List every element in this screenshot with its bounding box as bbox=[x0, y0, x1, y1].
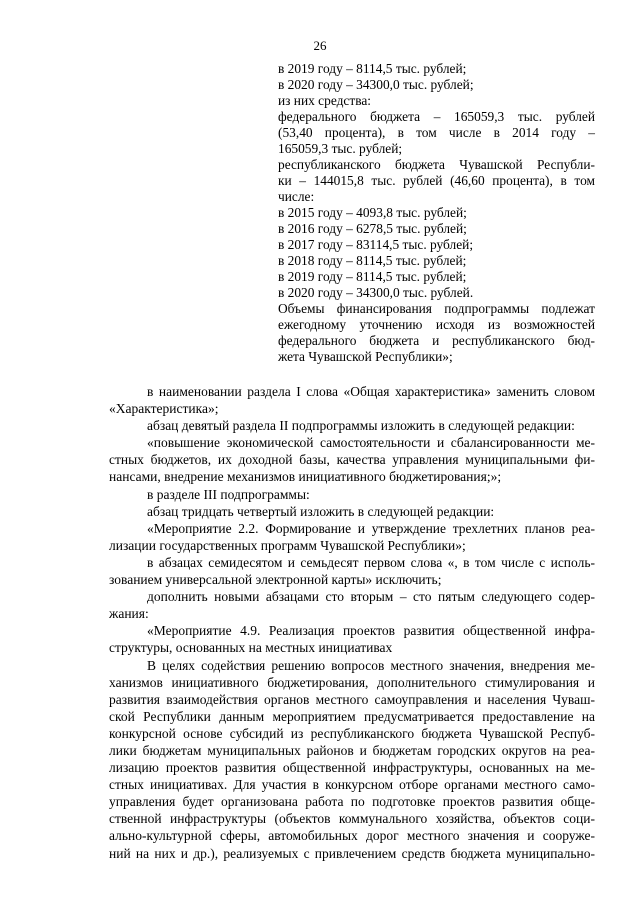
body-line: абзац тридцать четвертый изложить в следующей редакции: bbox=[147, 503, 495, 519]
body-line: нансами, внедрение механизмов инициативного бюджетирования;»; bbox=[109, 469, 502, 485]
funding-block bbox=[278, 61, 595, 365]
body-line: «повышение экономической самостоятельности и сбалансированности ме- bbox=[147, 435, 595, 451]
funding-line: федерального бюджета и республиканского бюд- bbox=[278, 333, 595, 348]
body-line: В целях содействия решению вопросов местного значения, внедрения ме- bbox=[147, 657, 595, 673]
funding-line: (53,40 процента), в том числе в 2014 году – bbox=[278, 125, 595, 140]
body-line: развития взаимодействия органов местного самоуправления и населения Чуваш- bbox=[109, 691, 595, 707]
body-line: «Мероприятие 4.9. Реализация проектов развития общественной инфра- bbox=[147, 623, 595, 639]
funding-line: ежегодному уточнению исходя из возможностей bbox=[278, 317, 595, 332]
body-line: лики бюджетам муниципальных районов и бюджетам городских округов на реа- bbox=[109, 742, 595, 758]
body-line: стных инициативах. Для участия в конкурсном отборе органами местного само- bbox=[109, 777, 595, 793]
body-line: структуры, основанных на местных инициативах bbox=[109, 640, 393, 656]
body-line: стных бюджетов, их доходной базы, качества управления муниципальными фи- bbox=[109, 452, 595, 468]
funding-line: в 2015 году – 4093,8 тыс. рублей; bbox=[278, 205, 467, 220]
body-line: жания: bbox=[109, 606, 149, 622]
body-line: абзац девятый раздела II подпрограммы изложить в следующей редакции: bbox=[147, 418, 575, 434]
funding-line: в 2020 году – 34300,0 тыс. рублей. bbox=[278, 285, 474, 300]
body-line: ний на них и др.), реализуемых с привлечением средств бюджета муниципально- bbox=[109, 845, 595, 861]
body-line: «Характеристика»; bbox=[109, 401, 219, 417]
document-body bbox=[109, 383, 595, 862]
funding-line: в 2017 году – 83114,5 тыс. рублей; bbox=[278, 237, 474, 252]
funding-line: в 2018 году – 8114,5 тыс. рублей; bbox=[278, 253, 467, 268]
funding-line: жета Чувашской Республики»; bbox=[278, 349, 453, 364]
body-line: «Мероприятие 2.2. Формирование и утверждение трехлетних планов реа- bbox=[147, 520, 595, 536]
funding-line: Объемы финансирования подпрограммы подлежат bbox=[278, 301, 595, 316]
funding-line: в 2019 году – 8114,5 тыс. рублей; bbox=[278, 61, 467, 76]
body-line: дополнить новыми абзацами сто вторым – сто пятым следующего содер- bbox=[147, 589, 595, 605]
funding-line: 165059,3 тыс. рублей; bbox=[278, 141, 403, 156]
funding-line: ки – 144015,8 тыс. рублей (46,60 процента), в том bbox=[278, 173, 595, 188]
funding-line: в 2016 году – 6278,5 тыс. рублей; bbox=[278, 221, 467, 236]
body-line: конкурсной основе субсидий из республиканского бюджета Чувашской Респуб- bbox=[109, 725, 595, 741]
body-line: зованием универсальной электронной карты» исключить; bbox=[109, 572, 442, 588]
body-line: в разделе III подпрограммы: bbox=[147, 486, 310, 502]
funding-line: из них средства: bbox=[278, 93, 372, 108]
body-line: в абзацах семидесятом и семьдесят первом слова «, в том числе с исполь- bbox=[147, 554, 595, 570]
body-line: лизации государственных программ Чувашской Республики»; bbox=[109, 537, 466, 553]
body-line: в наименовании раздела I слова «Общая характеристика» заменить словом bbox=[147, 384, 595, 399]
funding-line: числе: bbox=[278, 189, 315, 204]
body-line: ально-культурной сферы, автомобильных дорог местного значения и сооруже- bbox=[109, 828, 595, 844]
funding-line: республиканского бюджета Чувашской Республи- bbox=[278, 157, 595, 172]
funding-line: федерального бюджета – 165059,3 тыс. рублей bbox=[278, 109, 595, 124]
body-line: ской Республики данным мероприятием предусматривается предоставление на bbox=[109, 708, 595, 724]
body-line: ственной инфраструктуры (объектов коммунального хозяйства, объектов соци- bbox=[109, 811, 595, 827]
funding-line: в 2019 году – 8114,5 тыс. рублей; bbox=[278, 269, 467, 284]
page-number: 26 bbox=[313, 38, 327, 53]
body-line: лизацию проектов развития общественной инфраструктуры, основанных на ме- bbox=[109, 760, 595, 776]
body-line: управления будет организована работа по подготовке проектов развития обще- bbox=[109, 794, 595, 810]
funding-line: в 2020 году – 34300,0 тыс. рублей; bbox=[278, 77, 474, 92]
body-line: ханизмов инициативного бюджетирования, дополнительного стимулирования и bbox=[109, 674, 595, 690]
